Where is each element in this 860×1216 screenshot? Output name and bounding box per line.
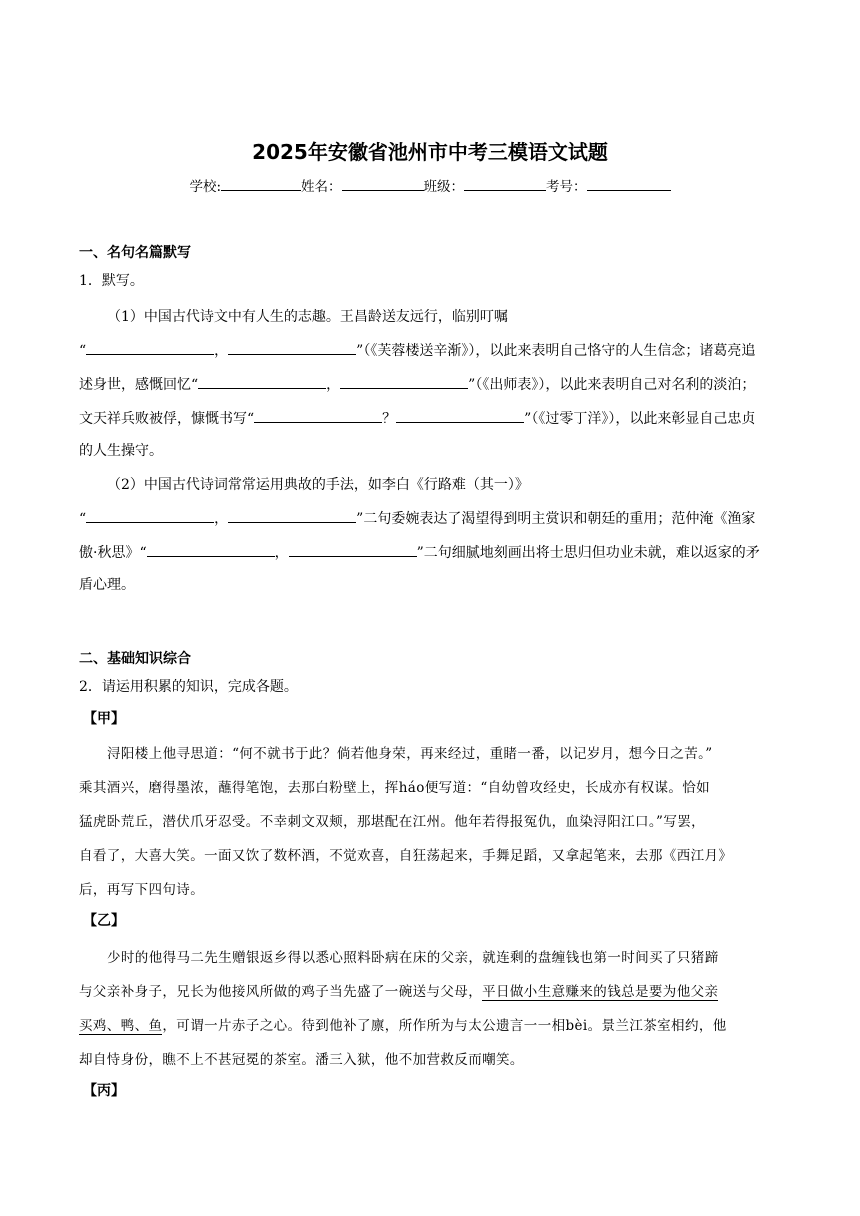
page-title: 2025年安徽省池州市中考三模语文试题: [252, 140, 608, 164]
section2-heading: 二、基础知识综合: [79, 651, 191, 667]
q1-part2-line1: （2）中国古代诗词常常运用典故的手法，如李白《行路难（其一）》: [107, 477, 529, 493]
passage-bing-label: 【丙】: [83, 1083, 125, 1099]
section1-heading: 一、名句名篇默写: [79, 245, 191, 261]
yi-line2: [79, 980, 782, 1000]
answer-blank[interactable]: [396, 408, 524, 423]
q1-part1-line2: [79, 340, 782, 360]
jia-line1: 浔阳楼上他寻思道：“何不就书于此？倘若他身荣，再来经过，重睹一番，以记岁月，想今日之苦。”: [107, 746, 713, 762]
name-label: 姓名：: [301, 179, 342, 195]
answer-blank[interactable]: [254, 408, 382, 423]
answer-blank[interactable]: [340, 374, 468, 389]
yi-line3-text: ，可谓一片赤子之心。待到他补了廪，所作所为与太公遗言一一相bèi。景兰江茶室相约，他: [162, 1018, 727, 1034]
passage-jia-label: 【甲】: [83, 711, 125, 727]
quote-open: “: [79, 511, 87, 527]
student-info-row: [0, 175, 860, 195]
exam-no-label: 考号：: [546, 179, 587, 195]
jia-line4: 自看了，大喜大笑。一面又饮了数杯酒，不觉欢喜，自狂荡起来，手舞足蹈，又拿起笔来，去那《西江月》: [79, 848, 733, 864]
class-blank[interactable]: [464, 176, 546, 191]
comma: ，: [214, 343, 229, 359]
jia-line5: 后，再写下四句诗。: [79, 882, 205, 898]
name-blank[interactable]: [342, 176, 424, 191]
comma: ，: [274, 545, 289, 561]
jia-line2: 乘其酒兴，磨得墨浓，蘸得笔饱，去那白粉壁上，挥háo便写道：“自幼曾攻经史，长成亦有权谋。恰如: [79, 780, 711, 796]
q1-part2-line3: [79, 542, 782, 562]
answer-blank[interactable]: [86, 340, 214, 355]
q1-part2-line3-text-c: ”二句细腻地刻画出将士思归但功业未就，难以返家的矛: [416, 545, 760, 561]
q1-part2-line3-text-a: 傲·秋思》“: [79, 545, 147, 561]
q1-part2-line4: 盾心理。: [79, 577, 135, 593]
quote-open: “: [79, 343, 87, 359]
q1-part2-line2: [79, 508, 782, 528]
yi-line4: 却自恃身份，瞧不上不甚冠冕的茶室。潘三入狱，他不加营救反而嘲笑。: [79, 1052, 524, 1068]
q1-part1-line3-text-c: ”（《出师表》），以此来表明自己对名利的淡泊；: [468, 377, 756, 393]
q1-part1-line5: 的人生操守。: [79, 443, 163, 459]
q1-part1-line1: （1）中国古代诗文中有人生的志趣。王昌龄送友远行，临别叮嘱: [107, 309, 508, 325]
q1-part1-line4: [79, 408, 782, 428]
question2-number: 2．请运用积累的知识，完成各题。: [79, 679, 298, 695]
yi-line2-text: 与父亲补身子，兄长为他接风所做的鸡子当先盛了一碗送与父母，: [79, 984, 483, 1000]
yi-line3: [79, 1014, 782, 1034]
q1-part2-line2-text: ”二句委婉表达了渴望得到明主赏识和朝廷的重用；范仲淹《渔家: [356, 511, 756, 527]
answer-blank[interactable]: [289, 542, 417, 557]
school-blank[interactable]: [221, 176, 301, 191]
school-label: 学校:: [189, 179, 222, 195]
question-mark: ？: [382, 411, 397, 427]
answer-blank[interactable]: [228, 340, 356, 355]
question1-number: 1．默写。: [79, 273, 144, 289]
q1-part1-line3: [79, 374, 782, 394]
jia-line3: 猛虎卧荒丘，潜伏爪牙忍受。不幸刺文双颊，那堪配在江州。他年若得报冤仇，血染浔阳江口。”写罢，: [79, 814, 706, 830]
yi-underlined-sentence-part2: 买鸡、鸭、鱼: [79, 1018, 163, 1034]
yi-underlined-sentence-part1: 平日做小生意赚来的钱总是要为他父亲: [482, 984, 719, 1000]
class-label: 班级：: [423, 179, 465, 195]
answer-blank[interactable]: [228, 508, 356, 523]
q1-part1-line3-text-a: 述身世，感慨回忆“: [79, 377, 199, 393]
answer-blank[interactable]: [198, 374, 326, 389]
comma: ，: [214, 511, 229, 527]
answer-blank[interactable]: [86, 508, 214, 523]
q1-part1-line4-text-c: ”（《过零丁洋》），以此来彰显自己忠贞: [524, 411, 756, 427]
exam-no-blank[interactable]: [587, 176, 671, 191]
q1-part1-line2-text: ”（《芙蓉楼送辛渐》），以此来表明自己恪守的人生信念；诸葛亮追: [356, 343, 756, 359]
yi-line1: 少时的他得马二先生赠银返乡得以悉心照料卧病在床的父亲，就连剩的盘缠钱也第一时间买了只猪蹄: [107, 950, 719, 966]
passage-yi-label: 【乙】: [83, 913, 125, 929]
answer-blank[interactable]: [147, 542, 275, 557]
q1-part1-line4-text-a: 文天祥兵败被俘，慷慨书写“: [79, 411, 255, 427]
comma: ，: [326, 377, 341, 393]
